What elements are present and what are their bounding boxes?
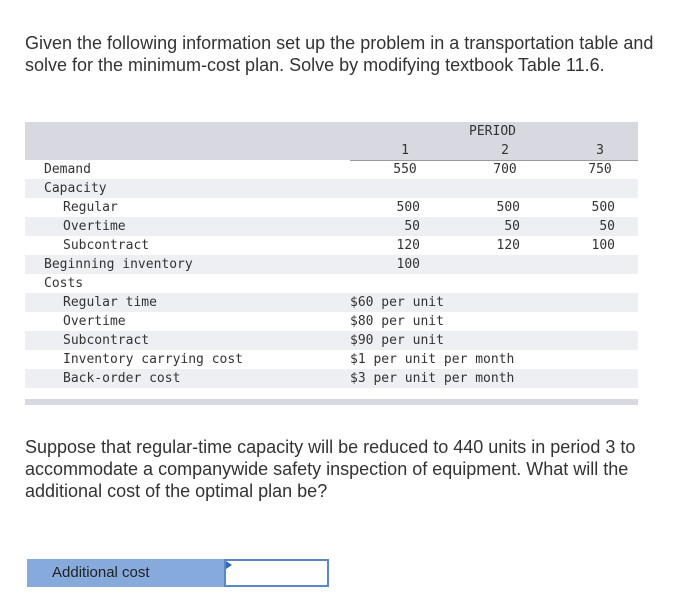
regular-row [25, 198, 638, 217]
problem-intro: Given the following information set up the problem in a transportation table and solve for the minimum-cost plan. Solve by modifying textbook Table 11.6. [25, 33, 654, 75]
demand-p3: 750 [588, 162, 612, 177]
table-bottom-bar [25, 399, 638, 405]
beginning-inventory-value: 100 [396, 257, 420, 272]
capacity-label: Capacity [44, 181, 107, 196]
overtime-row [25, 217, 638, 236]
period-3: 3 [596, 143, 604, 158]
period-header: PERIOD [469, 124, 516, 139]
cost-row [25, 331, 638, 350]
cost-label: Subcontract [63, 333, 150, 348]
cost-row [25, 293, 638, 312]
cost-row [25, 350, 638, 369]
cost-label: Back-order cost [63, 371, 181, 386]
demand-label: Demand [44, 162, 91, 177]
beginning-inventory-label: Beginning inventory [44, 257, 193, 272]
demand-p2: 700 [493, 162, 517, 177]
regular-p1: 500 [396, 200, 420, 215]
subcontract-p2: 120 [496, 238, 520, 253]
question-text: Suppose that regular-time capacity will be reduced to 440 units in period 3 to accommodate a companywide safety inspection of equipment. What will the additional cost of the optimal plan be? [25, 437, 636, 501]
cost-value: $1 per unit per month [350, 352, 515, 367]
table-header-row [25, 122, 638, 141]
period-2: 2 [501, 143, 509, 158]
regular-label: Regular [63, 200, 118, 215]
additional-cost-label: Additional cost [27, 559, 224, 587]
subcontract-p1: 120 [396, 238, 420, 253]
demand-p1: 550 [393, 162, 417, 177]
additional-cost-input[interactable] [224, 559, 329, 587]
period-numbers-row [25, 141, 638, 160]
beginning-inventory-row [25, 255, 638, 274]
costs-row [25, 274, 638, 293]
cost-row [25, 312, 638, 331]
cost-label: Overtime [63, 314, 126, 329]
regular-p3: 500 [591, 200, 615, 215]
overtime-p3: 50 [599, 219, 615, 234]
costs-label: Costs [44, 276, 84, 291]
demand-row [25, 160, 638, 179]
regular-p2: 500 [496, 200, 520, 215]
overtime-p2: 50 [504, 219, 520, 234]
data-table [25, 122, 638, 388]
overtime-p1: 50 [404, 219, 420, 234]
cost-row [25, 369, 638, 388]
cost-value: $80 per unit [350, 314, 444, 329]
subcontract-label: Subcontract [63, 238, 150, 253]
period-1: 1 [401, 143, 409, 158]
cost-value: $60 per unit [350, 295, 444, 310]
subcontract-row [25, 236, 638, 255]
subcontract-p3: 100 [591, 238, 615, 253]
cost-label: Regular time [63, 295, 157, 310]
answer-row [27, 559, 329, 587]
overtime-label: Overtime [63, 219, 126, 234]
cost-value: $90 per unit [350, 333, 444, 348]
capacity-row [25, 179, 638, 198]
cost-label: Inventory carrying cost [63, 352, 244, 367]
cost-value: $3 per unit per month [350, 371, 515, 386]
